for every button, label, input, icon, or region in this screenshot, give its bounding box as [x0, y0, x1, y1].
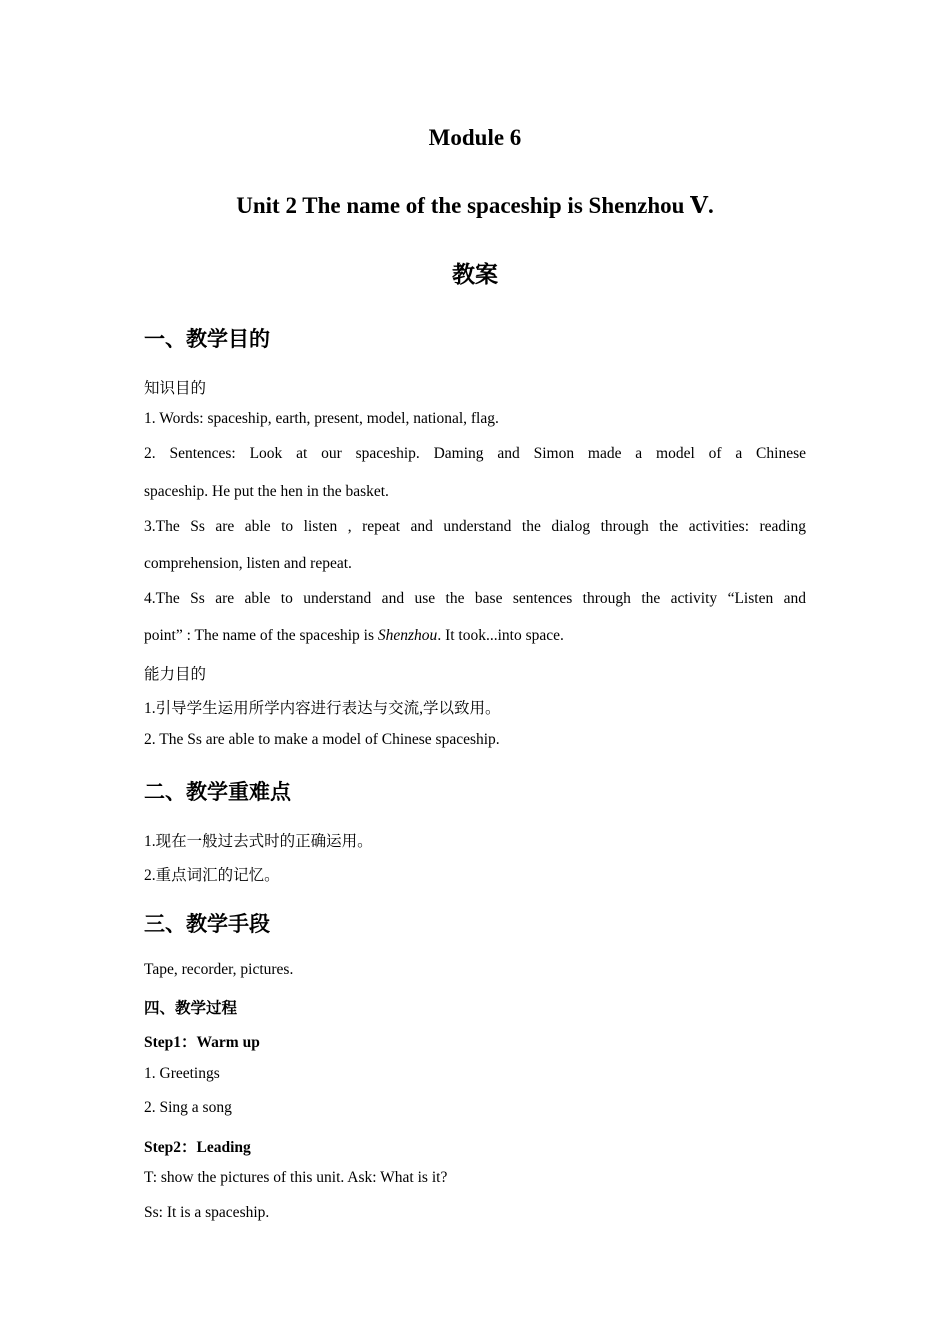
- step1-item-2: 2. Sing a song: [144, 1099, 232, 1116]
- methods-text: Tape, recorder, pictures.: [144, 961, 294, 978]
- key-point-2: 2.重点词汇的记忆。: [144, 867, 280, 884]
- objective-sentences-line1: 2. Sentences: Look at our spaceship. Daming and Simon made a model of a Chinese: [144, 445, 806, 462]
- objective-point-line2: [144, 627, 564, 645]
- module-title: Module 6: [428, 125, 522, 150]
- objective-point-text: point” : The name of the spaceship is: [144, 627, 378, 644]
- objective-listen-line2: comprehension, listen and repeat.: [144, 555, 352, 572]
- objective-words: 1. Words: spaceship, earth, present, model, national, flag.: [144, 410, 499, 427]
- students-line: Ss: It is a spaceship.: [144, 1204, 270, 1221]
- key-point-1: 1.现在一般过去式时的正确运用。: [144, 833, 373, 850]
- section-heading-key-points: 二、教学重难点: [144, 780, 291, 804]
- section-heading-methods: 三、教学手段: [144, 912, 270, 936]
- doc-type-title: 教案: [452, 262, 498, 287]
- knowledge-objectives-label: 知识目的: [144, 380, 207, 397]
- step1-item-1: 1. Greetings: [144, 1065, 220, 1082]
- section-heading-process: 四、教学过程: [144, 1000, 238, 1017]
- step1-heading: Step1：Warm up: [144, 1034, 260, 1051]
- objective-listen-line1: 3.The Ss are able to listen , repeat and understand the dialog through the activities: reading: [144, 518, 806, 535]
- objective-point-line1: 4.The Ss are able to understand and use the base sentences through the activity “Listen and: [144, 590, 806, 607]
- objective-point-tail: . It took...into space.: [437, 627, 564, 644]
- teacher-line: T: show the pictures of this unit. Ask: What is it?: [144, 1169, 448, 1186]
- ability-objectives-label: 能力目的: [144, 666, 207, 683]
- ability-objective-1: 1.引导学生运用所学内容进行表达与交流,学以致用。: [144, 700, 501, 717]
- objective-sentences-line2: spaceship. He put the hen in the basket.: [144, 483, 389, 500]
- section-heading-objectives: 一、教学目的: [144, 327, 270, 351]
- unit-title: Unit 2 The name of the spaceship is Shenzhou Ⅴ.: [236, 193, 714, 218]
- step2-heading: Step2：Leading: [144, 1139, 251, 1156]
- ability-objective-2: 2. The Ss are able to make a model of Chinese spaceship.: [144, 731, 500, 748]
- objective-point-emphasis: Shenzhou: [377, 627, 438, 644]
